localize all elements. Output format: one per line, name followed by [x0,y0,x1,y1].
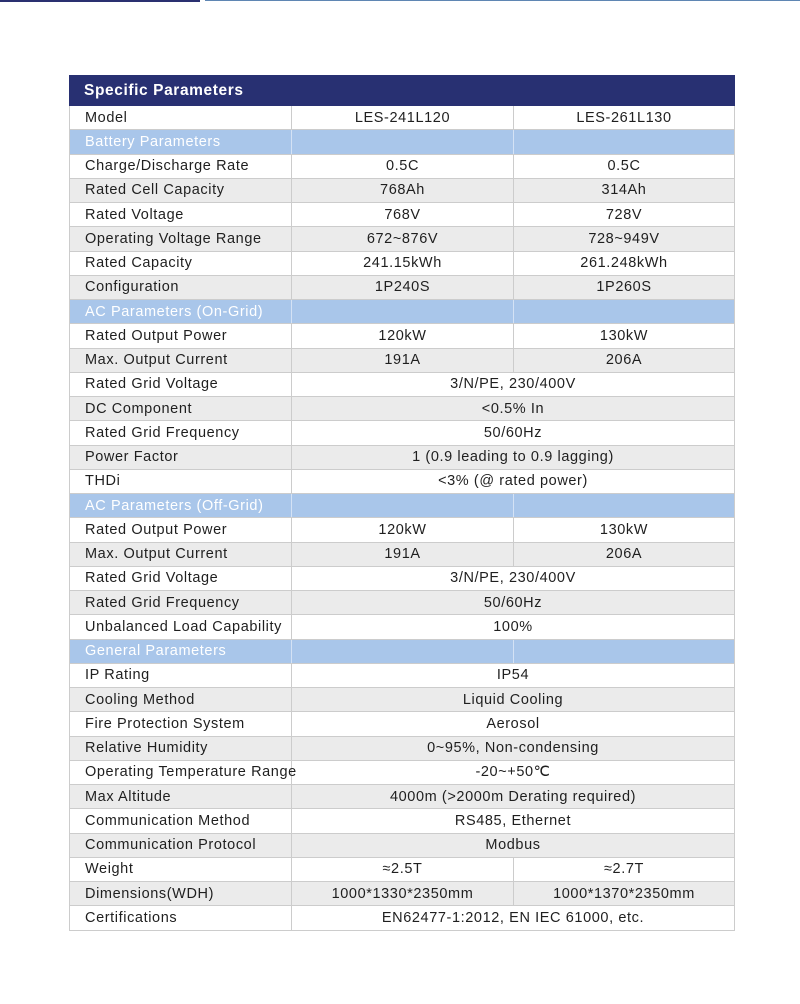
spec-row [70,543,734,567]
spec-label: Rated Grid Voltage [70,373,292,396]
spec-row [70,203,734,227]
spec-value-les-261l130: 314Ah [601,182,647,199]
section-blank-cell [514,640,734,663]
spec-value-shared: 3/N/PE, 230/400V [450,570,576,587]
spec-row [70,761,734,785]
spec-value-shared: -20~+50℃ [475,764,551,781]
section-blank-cell [514,300,734,323]
section-title: Battery Parameters [70,130,292,153]
spec-row [70,155,734,179]
spec-label: Rated Grid Frequency [70,591,292,614]
spec-row [70,446,734,470]
spec-label: Configuration [70,276,292,299]
spec-label: Cooling Method [70,688,292,711]
spec-label: Rated Voltage [70,203,292,226]
spec-value-les-261l130: 130kW [599,521,649,538]
spec-row [70,324,734,348]
spec-label: DC Component [70,397,292,420]
spec-row [70,227,734,251]
spec-row [70,518,734,542]
section-header-ac-off-grid [70,494,734,518]
spec-label: Fire Protection System [70,712,292,735]
spec-value-les-261l130: 206A [605,546,643,563]
spec-label: Communication Method [70,809,292,832]
spec-value-les-241l120: 191A [292,349,514,372]
section-title: General Parameters [70,640,292,663]
table-title: Specific Parameters [69,75,735,106]
section-blank-cell [514,494,734,517]
spec-row [70,858,734,882]
section-header-general-parameters [70,640,734,664]
section-blank-cell [292,130,514,153]
spec-value-les-261l130: 1000*1370*2350mm [553,885,695,902]
spec-row [70,737,734,761]
spec-value-shared: <0.5% In [481,400,545,417]
spec-row [70,179,734,203]
spec-row [70,809,734,833]
spec-label: Operating Temperature Range [70,761,292,784]
spec-row [70,834,734,858]
spec-value-les-261l130: 0.5C [607,158,641,175]
spec-value-shared: 4000m (>2000m Derating required) [389,788,637,805]
spec-value-shared: IP54 [496,667,530,684]
spec-label: Rated Cell Capacity [70,179,292,202]
spec-value-les-241l120: 241.15kWh [292,252,514,275]
spec-label: THDi [70,470,292,493]
section-blank-cell [292,494,514,517]
section-blank-cell [514,130,734,153]
spec-row [70,688,734,712]
top-rule-dark [0,0,200,2]
spec-row [70,276,734,300]
spec-value-les-241l120: 672~876V [292,227,514,250]
spec-label: Operating Voltage Range [70,227,292,250]
spec-value-shared: 100% [493,618,533,635]
spec-value-les-261l130: 728V [605,206,643,223]
spec-row [70,252,734,276]
spec-label: Max. Output Current [70,543,292,566]
spec-row [70,349,734,373]
spec-label: IP Rating [70,664,292,687]
spec-label: Power Factor [70,446,292,469]
spec-label: Dimensions(WDH) [70,882,292,905]
spec-value-shared: <3% (@ rated power) [438,473,588,490]
spec-value-les-241l120: 0.5C [292,155,514,178]
spec-value-les-241l120: 191A [292,543,514,566]
spec-value-les-261l130: 728~949V [588,230,660,247]
spec-value-shared: 3/N/PE, 230/400V [450,376,576,393]
spec-row [70,615,734,639]
spec-value-shared: Aerosol [486,715,540,732]
spec-label: Max Altitude [70,785,292,808]
spec-value-les-241l120: 1000*1330*2350mm [292,882,514,905]
spec-label: Rated Grid Frequency [70,421,292,444]
spec-label: Max. Output Current [70,349,292,372]
spec-value-les-241l120: ≈2.5T [292,858,514,881]
spec-value-les-261l130: 130kW [599,327,649,344]
spec-row [70,421,734,445]
spec-value-shared: Modbus [485,837,541,854]
spec-value-les-261l130: ≈2.7T [604,861,644,878]
spec-label: Weight [70,858,292,881]
spec-row [70,882,734,906]
spec-label: Unbalanced Load Capability [70,615,292,638]
section-header-battery-parameters [70,130,734,154]
spec-row [70,397,734,421]
spec-value-shared: EN62477-1:2012, EN IEC 61000, etc. [381,909,645,926]
spec-value-les-261l130: 261.248kWh [580,255,668,272]
spec-value-les-241l120: 120kW [292,324,514,347]
spec-label: Rated Output Power [70,518,292,541]
spec-value-shared: 50/60Hz [483,424,543,441]
section-header-ac-on-grid [70,300,734,324]
spec-value-les-241l120: 768Ah [292,179,514,202]
spec-value-shared: 0~95%, Non-condensing [427,740,599,757]
top-rule-light [205,0,800,1]
section-blank-cell [292,640,514,663]
spec-value-shared: 1 (0.9 leading to 0.9 lagging) [412,449,614,466]
spec-value-les-261l130: 206A [605,352,643,369]
spec-label: Certifications [70,906,292,929]
spec-label: Rated Output Power [70,324,292,347]
spec-row [70,664,734,688]
spec-row [70,906,734,930]
section-title: AC Parameters (On-Grid) [70,300,292,323]
spec-row [70,567,734,591]
model-row [70,106,734,130]
model-les-241l120: LES-241L120 [292,106,514,129]
spec-row [70,470,734,494]
spec-value-shared: RS485, Ethernet [454,812,572,829]
spec-value-les-241l120: 1P240S [292,276,514,299]
model-label: Model [70,106,292,129]
spec-value-les-261l130: 1P260S [596,279,652,296]
spec-label: Rated Capacity [70,252,292,275]
spec-value-les-241l120: 768V [292,203,514,226]
spec-label: Relative Humidity [70,737,292,760]
spec-row [70,591,734,615]
spec-label: Communication Protocol [70,834,292,857]
spec-value-shared: Liquid Cooling [462,691,564,708]
spec-value-les-241l120: 120kW [292,518,514,541]
specification-table [69,75,735,931]
table-body [69,106,735,931]
section-blank-cell [292,300,514,323]
spec-row [70,785,734,809]
spec-value-shared: 50/60Hz [483,594,543,611]
model-les-261l130: LES-261L130 [576,109,672,126]
section-title: AC Parameters (Off-Grid) [70,494,292,517]
spec-label: Rated Grid Voltage [70,567,292,590]
spec-row [70,712,734,736]
spec-row [70,373,734,397]
spec-label: Charge/Discharge Rate [70,155,292,178]
